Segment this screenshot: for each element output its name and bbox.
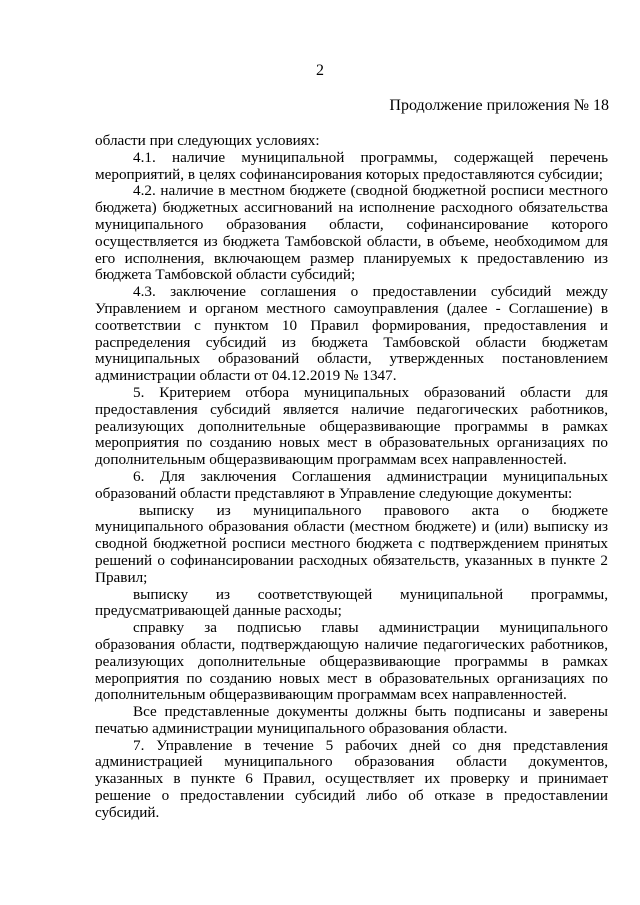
- paragraph-documents-signed: Все представленные документы должны быть подписаны и заверены печатью администрации муниципального образования области.: [95, 703, 608, 737]
- paragraph-4-2: 4.2. наличие в местном бюджете (сводной бюджетной росписи местного бюджета) бюджетных ассигнований на исполнение расходного обязательства муниципального образования области, софинансирование которого осуществляется из бюджета Тамбовской области, в объеме, необходимом для его исполнения, включающем размер планируемых к предоставлению из бюджета Тамбовской области субсидий;: [95, 182, 608, 284]
- paragraph-conditions-intro: области при следующих условиях:: [95, 132, 320, 149]
- paragraph-7: 7. Управление в течение 5 рабочих дней со дня представления администрацией муниципального образования области документов, указанных в пункте 6 Правил, осуществляет их проверку и принимает решение о предоставлении субсидий либо об отказе в предоставлении субсидий.: [95, 736, 608, 821]
- paragraph-6-budget-extract: выписку из муниципального правового акта о бюджете муниципального образования области (местном бюджете) и (или) выписку из сводной бюджетной росписи местного бюджета с подтверждением принятых решений о софинансировании расходных обязательств, указанных в пункте 2 Правил;: [95, 501, 608, 586]
- paragraph-4-1: 4.1. наличие муниципальной программы, содержащей перечень мероприятий, в целях софинансирования которых предоставляются субсидии;: [95, 148, 608, 183]
- paragraph-4-3: 4.3. заключение соглашения о предоставлении субсидий между Управлением и органом местного самоуправления (далее - Соглашение) в соответствии с пунктом 10 Правил формирования, предоставления и распределения субсидий из бюджета Тамбовской области бюджетам муниципальных образований области, утвержденных постановлением администрации области от 04.12.2019 № 1347.: [95, 283, 608, 385]
- paragraph-6: 6. Для заключения Соглашения администрации муниципальных образований области представляют в Управление следующие документы:: [95, 467, 608, 502]
- appendix-continuation-heading: Продолжение приложения № 18: [389, 97, 609, 114]
- page-number: 2: [316, 62, 324, 79]
- document-body: [95, 133, 608, 822]
- paragraph-6-certificate: справку за подписью главы администрации муниципального образования области, подтверждающую наличие педагогических работников, реализующих дополнительные общеразвивающие программы в рамках мероприятия по созданию новых мест в образовательных организациях по дополнительным общеразвивающим программам всех направленностей.: [95, 619, 608, 704]
- paragraph-5: 5. Критерием отбора муниципальных образований области для предоставления субсидий является наличие педагогических работников, реализующих дополнительные общеразвивающие программы в рамках мероприятия по созданию новых мест в образовательных организациях по дополнительным общеразвивающим программам всех направленностей.: [95, 383, 608, 469]
- paragraph-6-program-extract: выписку из соответствующей муниципальной программы, предусматривающей данные расходы;: [95, 585, 608, 620]
